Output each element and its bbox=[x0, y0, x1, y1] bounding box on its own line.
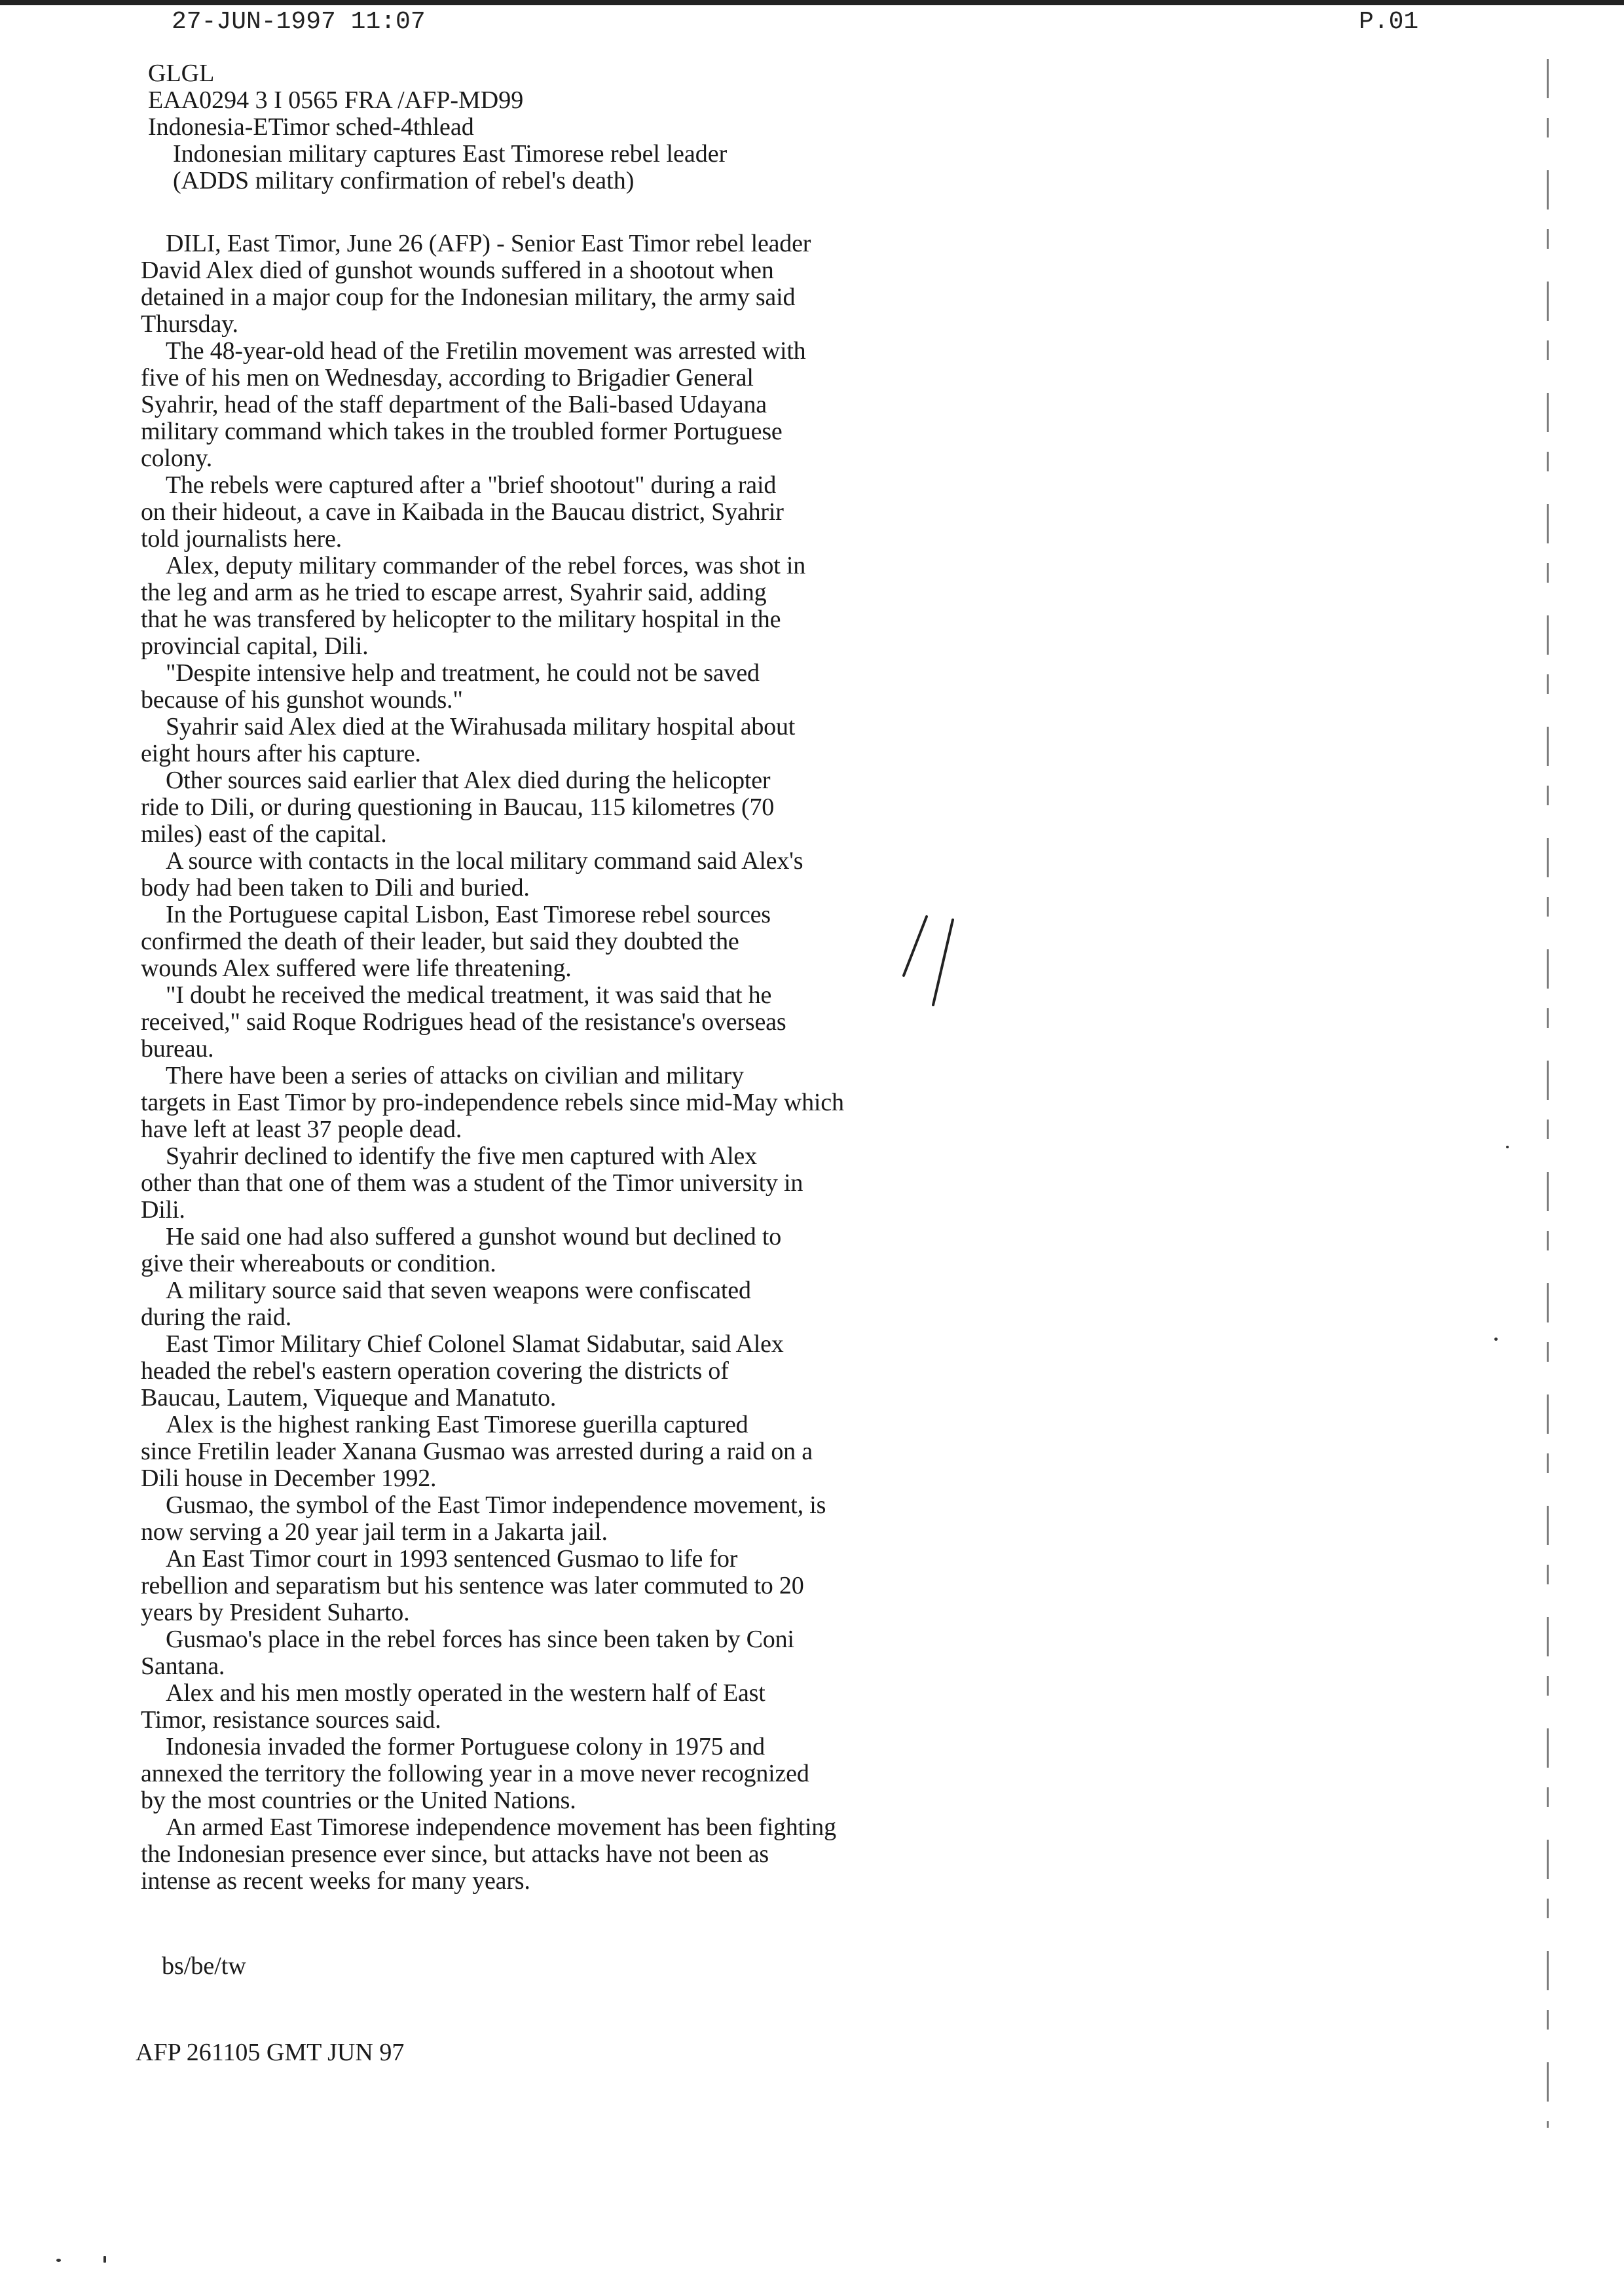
article-line: annexed the territory the following year in a move never recognized bbox=[141, 1760, 809, 1787]
article-line: intense as recent weeks for many years. bbox=[141, 1867, 530, 1895]
scan-speck bbox=[1506, 1146, 1509, 1148]
article-line: He said one had also suffered a gunshot wound but declined to bbox=[166, 1223, 782, 1250]
article-line: colony. bbox=[141, 445, 213, 472]
article-line: miles) east of the capital. bbox=[141, 820, 387, 848]
article-line: The 48-year-old head of the Fretilin movement was arrested with bbox=[166, 337, 806, 365]
article-line: bureau. bbox=[141, 1035, 214, 1063]
article-line: told journalists here. bbox=[141, 525, 342, 553]
article-line: Gusmao's place in the rebel forces has since been taken by Coni bbox=[166, 1626, 794, 1653]
article-line: give their whereabouts or condition. bbox=[141, 1250, 496, 1277]
article-line: There have been a series of attacks on civilian and military bbox=[166, 1062, 744, 1089]
subhead: (ADDS military confirmation of rebel's death) bbox=[173, 167, 635, 194]
scan-speck bbox=[103, 2256, 106, 2263]
article-line: have left at least 37 people dead. bbox=[141, 1116, 462, 1143]
article-line: Dili. bbox=[141, 1196, 185, 1224]
signoff: bs/be/tw bbox=[162, 1952, 246, 1980]
article-line: received," said Roque Rodrigues head of the resistance's overseas bbox=[141, 1008, 786, 1036]
article-line: detained in a major coup for the Indonesian military, the army said bbox=[141, 283, 796, 311]
article-line: confirmed the death of their leader, but said they doubted the bbox=[141, 928, 739, 955]
article-line: other than that one of them was a student of the Timor university in bbox=[141, 1169, 803, 1197]
article-line: Indonesia invaded the former Portuguese colony in 1975 and bbox=[166, 1733, 765, 1760]
fax-datetime: 27-JUN-1997 11:07 bbox=[172, 8, 426, 36]
article-line: Gusmao, the symbol of the East Timor independence movement, is bbox=[166, 1491, 826, 1519]
article-line: "Despite intensive help and treatment, he could not be saved bbox=[166, 659, 760, 687]
article-line: Alex, deputy military commander of the rebel forces, was shot in bbox=[166, 552, 806, 579]
fax-page-number: P.01 bbox=[1359, 8, 1419, 36]
article-line: body had been taken to Dili and buried. bbox=[141, 874, 530, 902]
article-line: Syahrir said Alex died at the Wirahusada military hospital about bbox=[166, 713, 796, 740]
article-line: Other sources said earlier that Alex died during the helicopter bbox=[166, 767, 771, 794]
article-line: DILI, East Timor, June 26 (AFP) - Senior East Timor rebel leader bbox=[166, 230, 811, 257]
article-line: headed the rebel's eastern operation covering the districts of bbox=[141, 1357, 729, 1385]
fax-transmission-header bbox=[0, 8, 1624, 41]
fax-top-border bbox=[0, 0, 1624, 5]
article-line: on their hideout, a cave in Kaibada in the Baucau district, Syahrir bbox=[141, 498, 784, 526]
article-line: wounds Alex suffered were life threatening. bbox=[141, 955, 572, 982]
wire-header bbox=[148, 60, 1327, 194]
article-line: by the most countries or the United Nations. bbox=[141, 1787, 576, 1814]
article-line: because of his gunshot wounds." bbox=[141, 686, 463, 714]
article-line: A military source said that seven weapons were confiscated bbox=[166, 1277, 751, 1304]
article-line: during the raid. bbox=[141, 1303, 292, 1331]
article-line: Alex is the highest ranking East Timorese guerilla captured bbox=[166, 1411, 748, 1438]
wire-id: EAA0294 3 I 0565 FRA /AFP-MD99 bbox=[148, 86, 524, 114]
fax-edge-rule bbox=[1547, 59, 1549, 2128]
article-line: the leg and arm as he tried to escape arrest, Syahrir said, adding bbox=[141, 579, 767, 606]
article-line: provincial capital, Dili. bbox=[141, 632, 369, 660]
article-line: that he was transfered by helicopter to the military hospital in the bbox=[141, 606, 781, 633]
article-line: A source with contacts in the local military command said Alex's bbox=[166, 847, 803, 875]
headline: Indonesian military captures East Timorese rebel leader bbox=[173, 140, 728, 168]
scan-speck bbox=[56, 2259, 61, 2262]
wire-slug: Indonesia-ETimor sched-4thlead bbox=[148, 113, 474, 141]
article-line: Dili house in December 1992. bbox=[141, 1465, 437, 1492]
article-line: the Indonesian presence ever since, but attacks have not been as bbox=[141, 1840, 769, 1868]
article-line: In the Portuguese capital Lisbon, East Timorese rebel sources bbox=[166, 901, 771, 928]
article-line: Santana. bbox=[141, 1652, 225, 1680]
article-line: since Fretilin leader Xanana Gusmao was arrested during a raid on a bbox=[141, 1438, 813, 1465]
article-line: Thursday. bbox=[141, 310, 238, 338]
article-line: years by President Suharto. bbox=[141, 1599, 410, 1626]
handwritten-mark bbox=[891, 913, 969, 1011]
dateline-footer: AFP 261105 GMT JUN 97 bbox=[136, 2039, 405, 2066]
article-line: now serving a 20 year jail term in a Jakarta jail. bbox=[141, 1518, 608, 1546]
article-line: Alex and his men mostly operated in the western half of East bbox=[166, 1679, 766, 1707]
article-line: The rebels were captured after a "brief shootout" during a raid bbox=[166, 471, 777, 499]
article-line: eight hours after his capture. bbox=[141, 740, 421, 767]
article-line: Syahrir declined to identify the five men captured with Alex bbox=[166, 1142, 757, 1170]
article-body bbox=[141, 230, 979, 1895]
article-line: An armed East Timorese independence movement has been fighting bbox=[166, 1813, 836, 1841]
article-line: David Alex died of gunshot wounds suffered in a shootout when bbox=[141, 257, 774, 284]
article-line: An East Timor court in 1993 sentenced Gusmao to life for bbox=[166, 1545, 738, 1573]
article-line: Timor, resistance sources said. bbox=[141, 1706, 441, 1734]
article-line: Syahrir, head of the staff department of the Bali-based Udayana bbox=[141, 391, 767, 418]
article-line: military command which takes in the troubled former Portuguese bbox=[141, 418, 783, 445]
wire-code: GLGL bbox=[148, 60, 215, 87]
article-line: East Timor Military Chief Colonel Slamat Sidabutar, said Alex bbox=[166, 1330, 784, 1358]
article-line: rebellion and separatism but his sentence was later commuted to 20 bbox=[141, 1572, 804, 1599]
article-line: Baucau, Lautem, Viqueque and Manatuto. bbox=[141, 1384, 557, 1412]
article-line: ride to Dili, or during questioning in Baucau, 115 kilometres (70 bbox=[141, 793, 775, 821]
article-line: targets in East Timor by pro-independence rebels since mid-May which bbox=[141, 1089, 844, 1116]
scan-speck bbox=[1494, 1338, 1498, 1341]
article-line: five of his men on Wednesday, according to Brigadier General bbox=[141, 364, 754, 392]
article-line: "I doubt he received the medical treatment, it was said that he bbox=[166, 981, 772, 1009]
